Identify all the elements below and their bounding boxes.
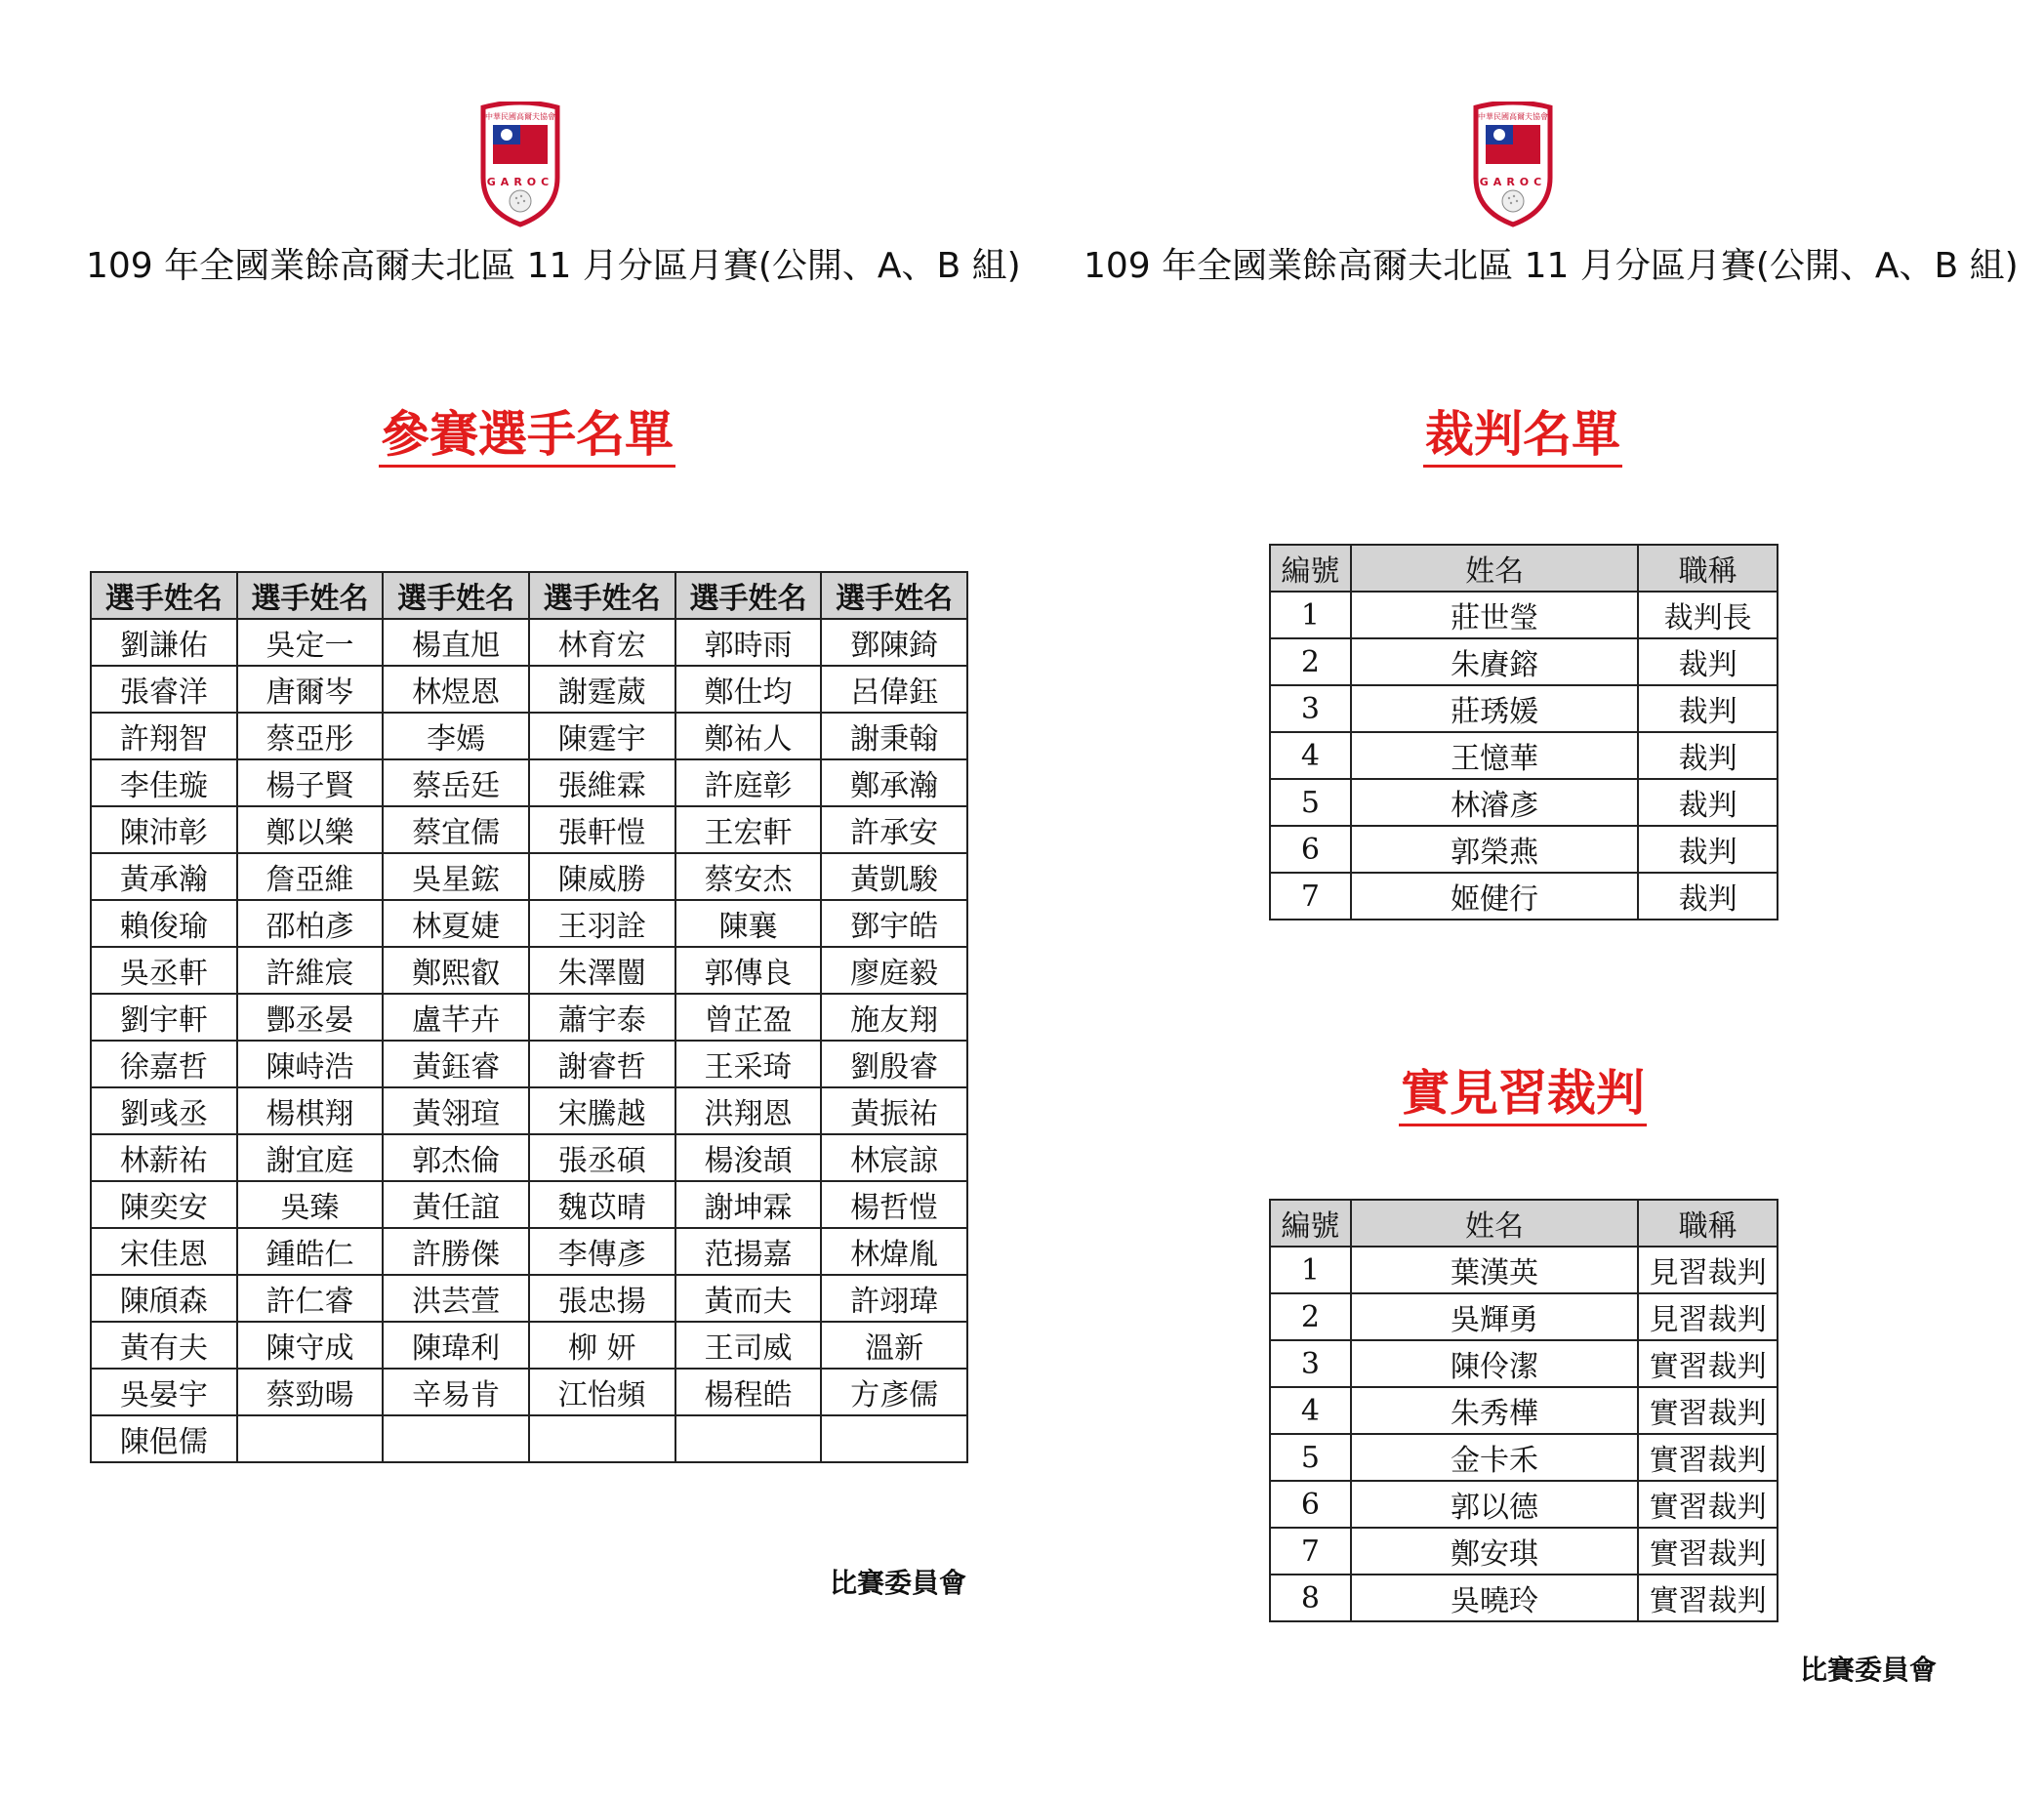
trainee-table-cell: 實習裁判 [1638,1340,1778,1387]
players-table-cell: 呂偉鈺 [821,666,967,713]
referee-table-header-cell: 姓名 [1351,545,1639,592]
players-table-cell: 吳晏宇 [91,1369,237,1415]
players-table-cell: 陳峙浩 [237,1041,384,1087]
trainee-table-cell: 7 [1270,1528,1351,1575]
logo-arc-text: 中華民國高爾夫協會 [1478,112,1548,121]
players-table-cell: 王宏軒 [675,806,822,853]
players-table-cell: 鄭承瀚 [821,759,967,806]
players-table-row [91,947,967,994]
players-table-cell: 朱澤闓 [529,947,675,994]
referee-table-cell: 裁判 [1638,732,1778,779]
players-table-cell: 鄭熙叡 [383,947,529,994]
players-table-cell: 王司威 [675,1322,822,1369]
trainee-table-cell: 6 [1270,1481,1351,1528]
trainee-table-header-row [1270,1200,1778,1247]
players-table-cell: 林薪祐 [91,1134,237,1181]
players-table-cell: 溫新 [821,1322,967,1369]
players-table-cell: 蔡勁暘 [237,1369,384,1415]
players-table-cell: 許勝傑 [383,1228,529,1275]
trainee-table-cell: 8 [1270,1575,1351,1621]
trainee-table-cell: 朱秀樺 [1351,1387,1638,1434]
players-table-row [91,1134,967,1181]
players-table-cell: 陳俋儒 [91,1415,237,1462]
referee-table-row [1270,873,1778,920]
players-table-cell: 謝坤霖 [675,1181,822,1228]
players-table-header-cell: 選手姓名 [383,572,529,619]
trainee-table-cell: 5 [1270,1434,1351,1481]
players-table-cell: 曾芷盈 [675,994,822,1041]
players-table-cell: 陳頎森 [91,1275,237,1322]
players-table-cell: 徐嘉哲 [91,1041,237,1087]
logo-text: GAROC [1479,176,1547,188]
referee-table-cell: 姬健行 [1351,873,1639,920]
garoc-emblem-icon [475,102,565,228]
players-table-cell: 蔡岳廷 [383,759,529,806]
referee-table-header-row [1270,545,1778,592]
players-table-cell: 張維霖 [529,759,675,806]
players-table-row [91,1322,967,1369]
committee-right: 比賽委員會 [1800,1654,1938,1686]
players-table-cell: 黃有夫 [91,1322,237,1369]
referee-table-row [1270,685,1778,732]
players-table-cell: 黃凱駿 [821,853,967,900]
garoc-logo [475,102,565,228]
players-table-cell: 謝睿哲 [529,1041,675,1087]
players-table-row [91,1415,967,1462]
trainee-table-cell: 2 [1270,1293,1351,1340]
garoc-emblem-icon [1468,102,1558,228]
referee-table-header-cell: 編號 [1270,545,1351,592]
players-table-cell [529,1415,675,1462]
referee-table-cell: 裁判 [1638,826,1778,873]
referee-table-cell: 3 [1270,685,1351,732]
players-table-cell: 許仁睿 [237,1275,384,1322]
trainee-table-row [1270,1481,1778,1528]
players-table-row [91,1087,967,1134]
referee-table-cell: 7 [1270,873,1351,920]
players-table-cell: 李嫣 [383,713,529,759]
trainee-table-cell: 4 [1270,1387,1351,1434]
trainee-table-cell: 陳伶潔 [1351,1340,1638,1387]
referee-table-cell: 林濬彥 [1351,779,1639,826]
referee-table-row [1270,638,1778,685]
players-table-cell: 楊程皓 [675,1369,822,1415]
players-table-cell: 吳定一 [237,619,384,666]
trainee-table-header-cell: 職稱 [1638,1200,1778,1247]
committee-left: 比賽委員會 [830,1567,967,1599]
players-table-cell: 張睿洋 [91,666,237,713]
players-table-cell: 陳瑋利 [383,1322,529,1369]
players-table-cell: 廖庭毅 [821,947,967,994]
players-table-cell: 劉宇軒 [91,994,237,1041]
trainee-table-cell: 實習裁判 [1638,1528,1778,1575]
players-table-cell: 郭杰倫 [383,1134,529,1181]
players-table-header-cell: 選手姓名 [91,572,237,619]
players-table-cell: 鄭祐人 [675,713,822,759]
players-table-cell: 酆丞晏 [237,994,384,1041]
trainee-table-cell: 實習裁判 [1638,1434,1778,1481]
players-table-cell: 陳襄 [675,900,822,947]
players-table-cell: 林夏婕 [383,900,529,947]
players-table-cell: 林煒胤 [821,1228,967,1275]
players-table-row [91,1041,967,1087]
logo-text: GAROC [486,176,554,188]
players-table-cell: 李佳璇 [91,759,237,806]
players-table-cell: 黃振祐 [821,1087,967,1134]
players-table-row [91,994,967,1041]
players-table [90,571,968,1463]
players-table-row [91,1228,967,1275]
trainee-table-row [1270,1528,1778,1575]
referee-table-body [1270,592,1778,920]
players-table-cell [383,1415,529,1462]
players-table-cell: 許承安 [821,806,967,853]
trainee-table-cell: 郭以德 [1351,1481,1638,1528]
players-table-cell: 楊子賢 [237,759,384,806]
players-table-cell: 劉彧丞 [91,1087,237,1134]
referee-table-cell: 王憶華 [1351,732,1639,779]
players-table-cell: 方彥儒 [821,1369,967,1415]
trainee-table-cell: 葉漢英 [1351,1247,1638,1293]
players-table-cell [237,1415,384,1462]
players-table-cell: 魏苡晴 [529,1181,675,1228]
trainee-table-row [1270,1434,1778,1481]
players-table-cell: 施友翔 [821,994,967,1041]
players-table-header-cell: 選手姓名 [237,572,384,619]
trainee-table-row [1270,1575,1778,1621]
players-table-cell: 張丞碩 [529,1134,675,1181]
players-table-row [91,1181,967,1228]
players-table-row [91,713,967,759]
players-table-cell: 鄭仕均 [675,666,822,713]
trainee-table-row [1270,1293,1778,1340]
referee-table-cell: 2 [1270,638,1351,685]
players-table-cell: 蔡安杰 [675,853,822,900]
referee-table-row [1270,732,1778,779]
players-table-cell: 陳守成 [237,1322,384,1369]
players-table-cell: 吳臻 [237,1181,384,1228]
players-table-header-cell: 選手姓名 [821,572,967,619]
players-table-cell: 黃而夫 [675,1275,822,1322]
trainee-table-cell: 見習裁判 [1638,1247,1778,1293]
referee-table-cell: 裁判長 [1638,592,1778,638]
trainee-table-row [1270,1340,1778,1387]
trainee-table-cell: 實習裁判 [1638,1387,1778,1434]
players-table-cell: 黃鈺睿 [383,1041,529,1087]
players-table-row [91,900,967,947]
players-table-cell: 洪翔恩 [675,1087,822,1134]
players-table-cell: 辛易肯 [383,1369,529,1415]
players-table-cell: 鍾皓仁 [237,1228,384,1275]
trainee-table [1269,1199,1778,1622]
players-table-cell: 黃承瀚 [91,853,237,900]
players-table-cell: 宋騰越 [529,1087,675,1134]
referee-table-cell: 裁判 [1638,873,1778,920]
trainee-table-header-cell: 姓名 [1351,1200,1638,1247]
players-table-row [91,666,967,713]
referee-table-row [1270,826,1778,873]
referee-table-cell: 6 [1270,826,1351,873]
players-table-cell: 陳威勝 [529,853,675,900]
trainee-table-row [1270,1247,1778,1293]
referee-table-row [1270,592,1778,638]
players-table-cell: 許維宸 [237,947,384,994]
trainee-table-cell: 鄭安琪 [1351,1528,1638,1575]
players-table-cell: 林育宏 [529,619,675,666]
trainee-table-cell: 實習裁判 [1638,1575,1778,1621]
referee-table-cell: 裁判 [1638,779,1778,826]
players-table-cell [675,1415,822,1462]
players-table-cell: 盧芊卉 [383,994,529,1041]
players-table-cell: 吳丞軒 [91,947,237,994]
players-table-cell: 楊直旭 [383,619,529,666]
players-table-cell: 郭傳良 [675,947,822,994]
trainee-section-title [1328,1054,1718,1125]
players-table-cell: 蔡宜儒 [383,806,529,853]
trainee-table-cell: 金卡禾 [1351,1434,1638,1481]
referee-table-cell: 莊琇媛 [1351,685,1639,732]
players-table-cell [821,1415,967,1462]
players-table-row [91,619,967,666]
players-table-cell: 蕭宇泰 [529,994,675,1041]
players-table-body [91,619,967,1462]
players-table-cell: 黃翎瑄 [383,1087,529,1134]
players-table-cell: 江怡頻 [529,1369,675,1415]
players-table-cell: 黃任誼 [383,1181,529,1228]
referee-table-cell: 莊世瑩 [1351,592,1639,638]
referee-table-cell: 裁判 [1638,685,1778,732]
players-table-cell: 楊哲愷 [821,1181,967,1228]
players-table-header-cell: 選手姓名 [529,572,675,619]
players-table-cell: 謝霆葳 [529,666,675,713]
players-table-cell: 郭時雨 [675,619,822,666]
players-table-cell: 許翊瑋 [821,1275,967,1322]
players-table-cell: 王羽詮 [529,900,675,947]
trainee-section-title-text: 實見習裁判 [1399,1065,1647,1126]
referee-table-row [1270,779,1778,826]
players-table-cell: 王采琦 [675,1041,822,1087]
referee-table-header-cell: 職稱 [1638,545,1778,592]
referee-table [1269,544,1778,920]
referee-table-cell: 5 [1270,779,1351,826]
players-table-cell: 陳霆宇 [529,713,675,759]
referee-section-title-text: 裁判名單 [1423,406,1622,468]
referee-table-cell: 郭榮燕 [1351,826,1639,873]
trainee-table-cell: 3 [1270,1340,1351,1387]
players-table-cell: 蔡亞彤 [237,713,384,759]
players-table-cell: 許翔智 [91,713,237,759]
trainee-table-cell: 1 [1270,1247,1351,1293]
players-table-cell: 鄭以樂 [237,806,384,853]
players-table-row [91,853,967,900]
players-table-row [91,1369,967,1415]
players-section-title [293,395,761,466]
players-table-cell: 柳 妍 [529,1322,675,1369]
referee-table-cell: 4 [1270,732,1351,779]
players-table-cell: 許庭彰 [675,759,822,806]
players-table-cell: 謝宜庭 [237,1134,384,1181]
referee-section-title [1328,395,1718,466]
players-table-cell: 劉殷睿 [821,1041,967,1087]
players-table-row [91,1275,967,1322]
players-table-cell: 陳奕安 [91,1181,237,1228]
trainee-table-cell: 實習裁判 [1638,1481,1778,1528]
players-table-cell: 鄧宇皓 [821,900,967,947]
trainee-table-cell: 吳輝勇 [1351,1293,1638,1340]
players-table-cell: 楊棋翔 [237,1087,384,1134]
event-title-left: 109 年全國業餘高爾夫北區 11 月分區月賽(公開、A、B 組) [86,246,1021,286]
garoc-logo-right [1468,102,1558,228]
players-table-cell: 鄧陳錡 [821,619,967,666]
players-table-cell: 楊浚頡 [675,1134,822,1181]
trainee-table-cell: 見習裁判 [1638,1293,1778,1340]
referee-table-cell: 朱賡鎔 [1351,638,1639,685]
trainee-table-header-cell: 編號 [1270,1200,1351,1247]
players-table-header-row [91,572,967,619]
logo-arc-text: 中華民國高爾夫協會 [485,112,555,121]
players-table-row [91,759,967,806]
players-table-cell: 劉謙佑 [91,619,237,666]
players-table-cell: 洪芸萱 [383,1275,529,1322]
players-table-cell: 宋佳恩 [91,1228,237,1275]
trainee-table-body [1270,1247,1778,1621]
players-table-cell: 陳沛彰 [91,806,237,853]
players-table-cell: 謝秉翰 [821,713,967,759]
trainee-table-cell: 吳曉玲 [1351,1575,1638,1621]
players-table-cell: 吳星鋐 [383,853,529,900]
players-table-cell: 范揚嘉 [675,1228,822,1275]
referee-table-cell: 裁判 [1638,638,1778,685]
players-table-cell: 唐爾岑 [237,666,384,713]
players-table-cell: 賴俊瑜 [91,900,237,947]
players-table-cell: 張軒愷 [529,806,675,853]
players-table-cell: 邵柏彥 [237,900,384,947]
trainee-table-row [1270,1387,1778,1434]
event-title-right: 109 年全國業餘高爾夫北區 11 月分區月賽(公開、A、B 組) [1083,246,2019,286]
players-table-cell: 林煜恩 [383,666,529,713]
players-table-row [91,806,967,853]
referee-table-cell: 1 [1270,592,1351,638]
players-section-title-text: 參賽選手名單 [379,406,675,468]
players-table-cell: 林宸諒 [821,1134,967,1181]
players-table-cell: 張忠揚 [529,1275,675,1322]
players-table-header-cell: 選手姓名 [675,572,822,619]
players-table-cell: 李傳彥 [529,1228,675,1275]
players-table-cell: 詹亞維 [237,853,384,900]
